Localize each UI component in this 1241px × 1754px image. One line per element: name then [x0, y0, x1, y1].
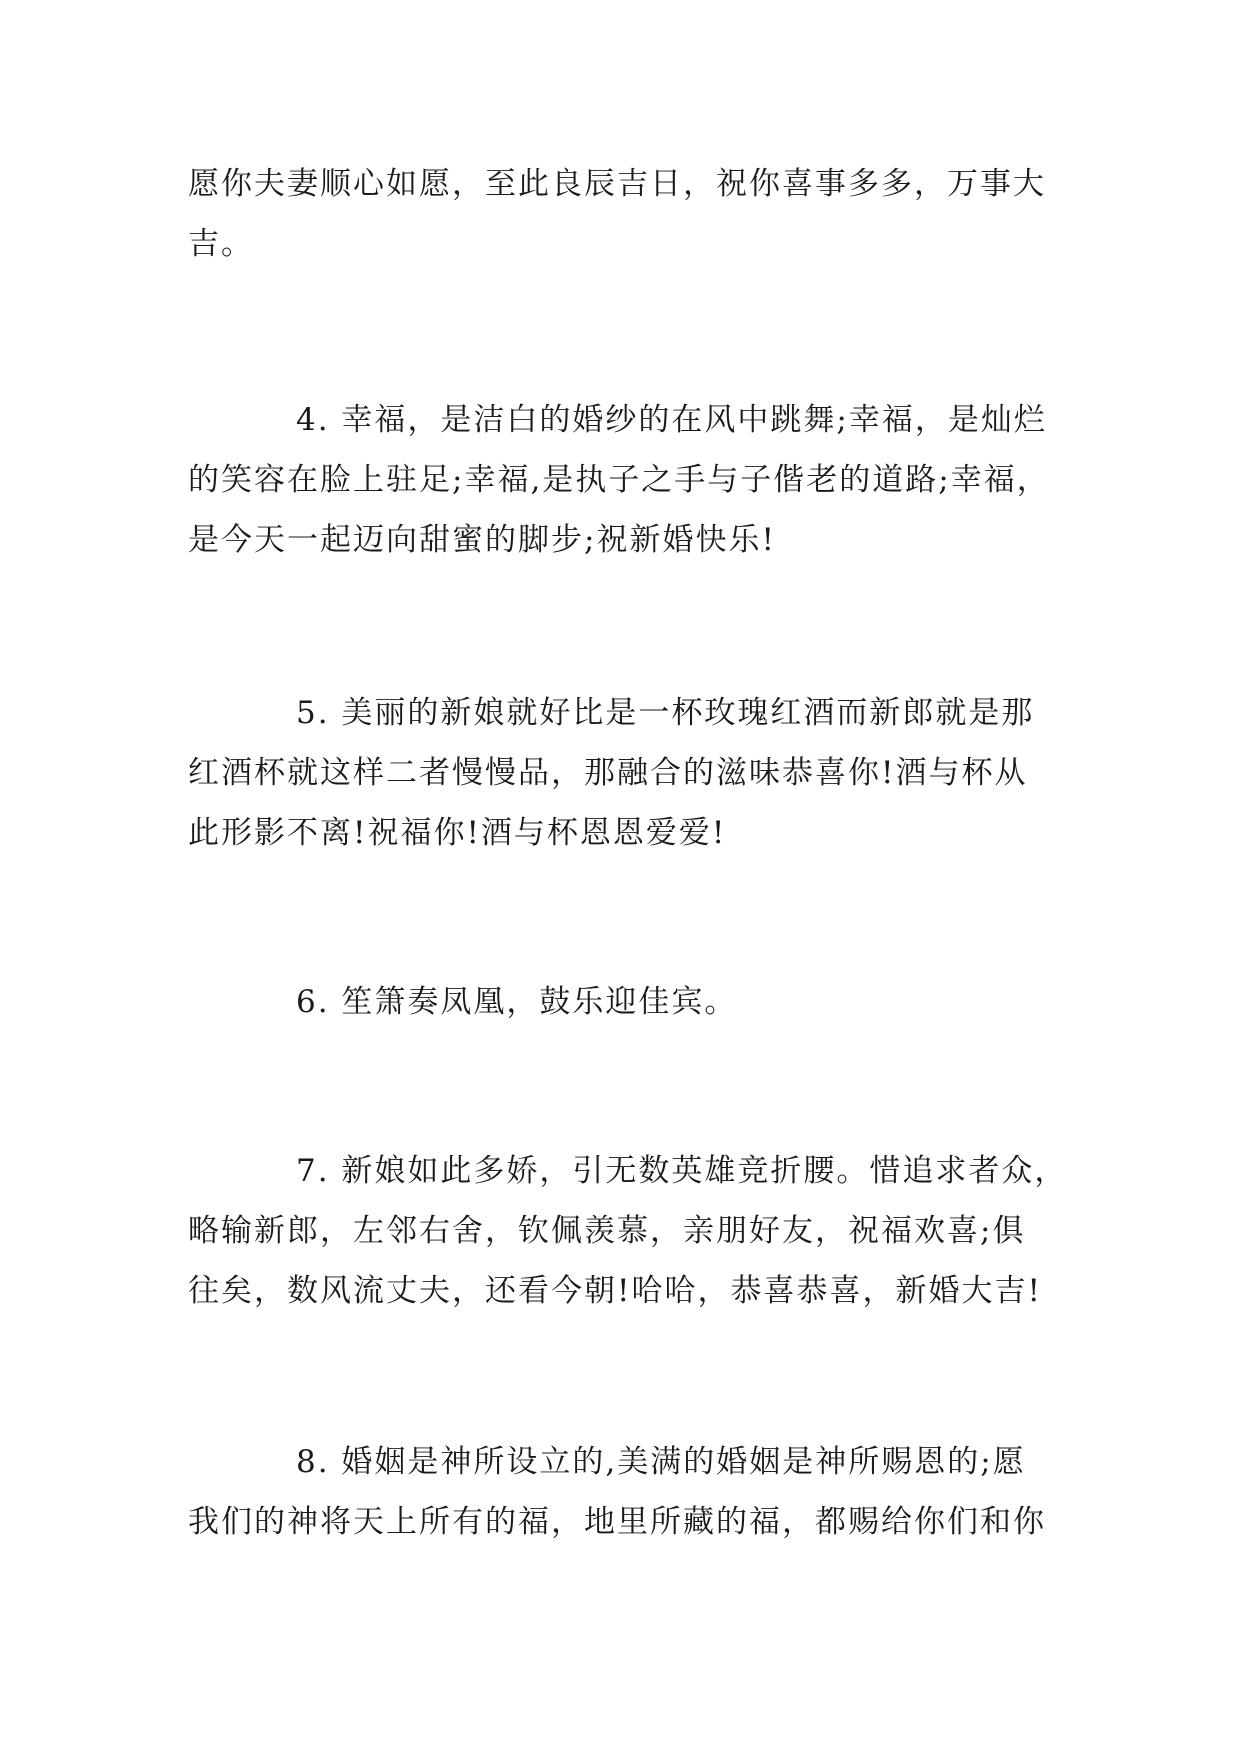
paragraph-continued-blessing: [188, 154, 1056, 274]
paragraph-item-8: [188, 1432, 1056, 1552]
paragraph-item-4: [188, 390, 1056, 570]
paragraph-item-6: [188, 972, 1056, 1032]
text-line: 吉。: [188, 226, 254, 262]
text-line: 略输新郎，左邻右舍，钦佩羡慕，亲朋好友，祝福欢喜;俱: [188, 1213, 1026, 1249]
text-line: 是今天一起迈向甜蜜的脚步;祝新婚快乐!: [188, 522, 776, 558]
text-line: 6. 笙箫奏凤凰，鼓乐迎佳宾。: [296, 984, 738, 1020]
paragraph-item-7: [188, 1141, 1068, 1321]
paragraph-item-5: [188, 683, 1056, 863]
text-line: 此形影不离!祝福你!酒与杯恩恩爱爱!: [188, 815, 727, 851]
text-line: 愿你夫妻顺心如愿，至此良辰吉日，祝你喜事多多，万事大: [188, 166, 1046, 202]
text-line: 4. 幸福，是洁白的婚纱的在风中跳舞;幸福，是灿烂: [296, 402, 1047, 438]
text-line: 我们的神将天上所有的福，地里所藏的福，都赐给你们和你: [188, 1504, 1046, 1540]
text-line: 往矣，数风流丈夫，还看今朝!哈哈，恭喜恭喜，新婚大吉!: [188, 1273, 1042, 1309]
text-line: 8. 婚姻是神所设立的,美满的婚姻是神所赐恩的;愿: [296, 1444, 1026, 1480]
text-line: 红酒杯就这样二者慢慢品，那融合的滋味恭喜你!酒与杯从: [188, 755, 1028, 791]
text-line: 的笑容在脸上驻足;幸福,是执子之手与子偕老的道路;幸福，: [188, 462, 1050, 498]
text-line: 7. 新娘如此多娇，引无数英雄竞折腰。惜追求者众，: [296, 1153, 1068, 1189]
text-line: 5. 美丽的新娘就好比是一杯玫瑰红酒而新郎就是那: [296, 695, 1035, 731]
